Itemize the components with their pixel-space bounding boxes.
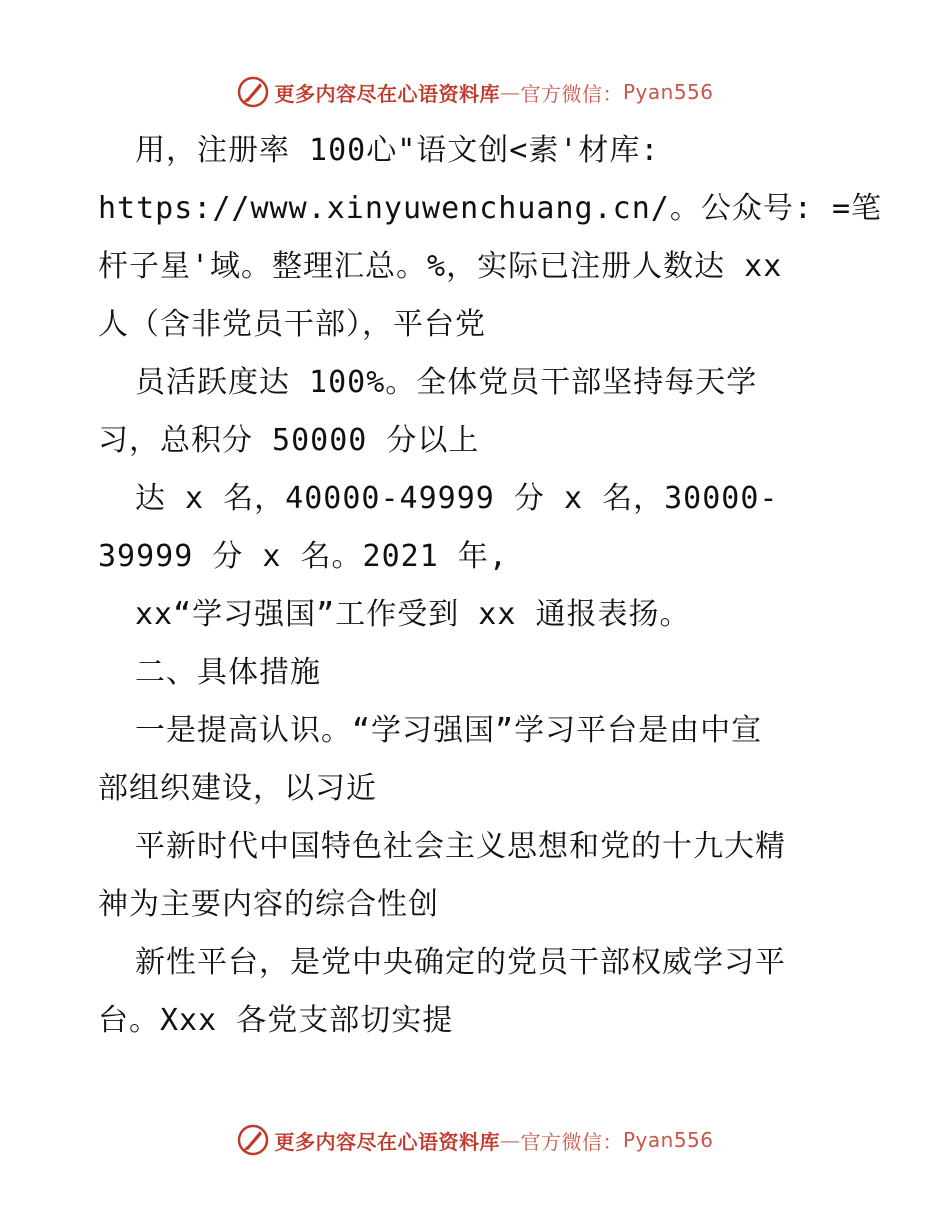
- body-line: 杆子星'域。整理汇总。%，实际已注册人数达 xx: [98, 249, 783, 284]
- body-line: 用，注册率 100心"语文创<素'材库:: [135, 133, 660, 168]
- body-line: 习，总积分 50000 分以上: [98, 423, 480, 458]
- header-separator: —: [499, 80, 521, 104]
- body-line: 新性平台，是党中央确定的党员干部权威学习平: [135, 945, 786, 980]
- body-line: 台。Xxx 各党支部切实提: [98, 1003, 454, 1038]
- body-line: xx“学习强国”工作受到 xx 通报表扬。: [135, 597, 691, 632]
- body-line: https://www.xinyuwenchuang.cn/。公众号: =笔: [98, 191, 883, 226]
- quill-logo-icon: [236, 75, 270, 109]
- body-line: 平新时代中国特色社会主义思想和党的十九大精: [135, 829, 786, 864]
- body-line: 人（含非党员干部），平台党: [98, 307, 486, 342]
- body-line: 部组织建设，以习近: [98, 771, 377, 806]
- quill-logo-icon: [236, 1123, 270, 1157]
- body-line: 一是提高认识。“学习强国”学习平台是由中宣: [135, 713, 763, 748]
- footer-wechat-label: 官方微信：: [520, 1129, 623, 1154]
- body-line: 神为主要内容的综合性创: [98, 887, 439, 922]
- header-site-text: 更多内容尽在心语资料库: [274, 81, 500, 106]
- footer-site-text: 更多内容尽在心语资料库: [274, 1129, 500, 1154]
- body-line: 39999 分 x 名。2021 年,: [98, 539, 508, 574]
- footer-banner: [0, 1120, 950, 1160]
- section-heading: 二、具体措施: [135, 655, 321, 690]
- footer-wechat-id: Pyan556: [622, 1128, 714, 1152]
- header-banner: [0, 72, 950, 112]
- header-wechat-label: 官方微信：: [520, 81, 623, 106]
- footer-separator: —: [499, 1128, 521, 1152]
- header-wechat-id: Pyan556: [622, 80, 714, 104]
- body-line: 员活跃度达 100%。全体党员干部坚持每天学: [135, 365, 758, 400]
- body-line: 达 x 名，40000-49999 分 x 名，30000-: [135, 481, 779, 516]
- document-body: [98, 122, 888, 1050]
